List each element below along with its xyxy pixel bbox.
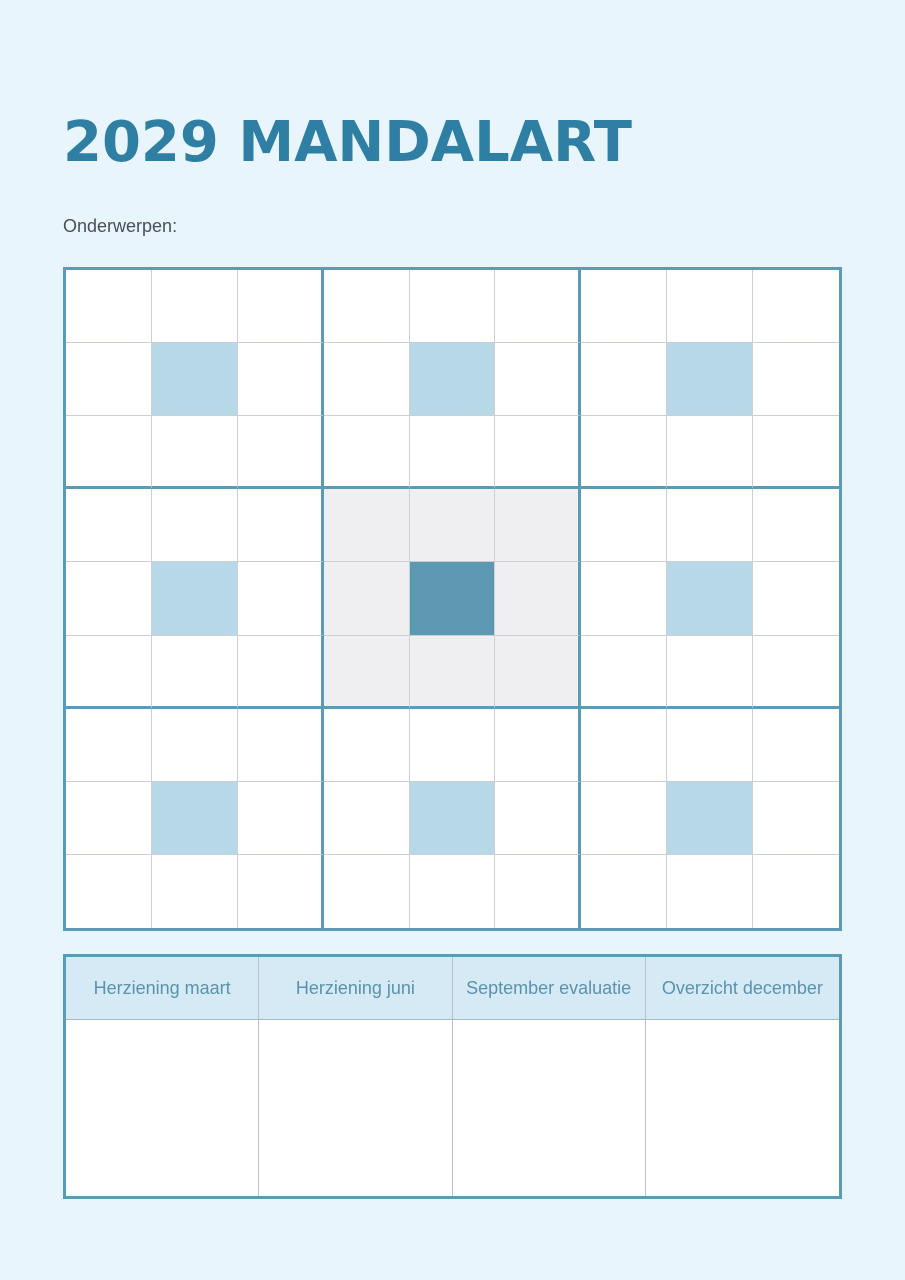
review-table bbox=[63, 954, 842, 1199]
grid-cell[interactable] bbox=[238, 855, 324, 928]
grid-cell[interactable] bbox=[581, 489, 667, 562]
grid-cell[interactable] bbox=[152, 709, 238, 782]
grid-cell[interactable] bbox=[238, 489, 324, 562]
grid-cell[interactable] bbox=[753, 782, 839, 855]
grid-cell[interactable] bbox=[753, 343, 839, 416]
grid-cell[interactable] bbox=[581, 416, 667, 489]
center-block-cell[interactable] bbox=[495, 489, 581, 562]
grid-cell[interactable] bbox=[238, 709, 324, 782]
review-cell-march[interactable] bbox=[66, 1020, 259, 1196]
review-header-september: September evaluatie bbox=[453, 957, 646, 1020]
grid-cell[interactable] bbox=[152, 489, 238, 562]
core-goal-cell[interactable] bbox=[410, 562, 496, 635]
grid-cell[interactable] bbox=[152, 855, 238, 928]
center-block-cell[interactable] bbox=[410, 636, 496, 709]
grid-cell[interactable] bbox=[753, 855, 839, 928]
grid-cell[interactable] bbox=[667, 489, 753, 562]
subjects-label: Onderwerpen: bbox=[63, 216, 178, 236]
grid-cell[interactable] bbox=[410, 709, 496, 782]
review-header-march: Herziening maart bbox=[66, 957, 259, 1020]
center-block-cell[interactable] bbox=[324, 562, 410, 635]
center-block-cell[interactable] bbox=[495, 562, 581, 635]
grid-cell[interactable] bbox=[152, 636, 238, 709]
sub-goal-cell[interactable] bbox=[667, 782, 753, 855]
grid-cell[interactable] bbox=[495, 782, 581, 855]
grid-cell[interactable] bbox=[753, 562, 839, 635]
review-cell-december[interactable] bbox=[646, 1020, 839, 1196]
grid-cell[interactable] bbox=[753, 270, 839, 343]
grid-cell[interactable] bbox=[324, 782, 410, 855]
grid-cell[interactable] bbox=[66, 855, 152, 928]
grid-cell[interactable] bbox=[581, 709, 667, 782]
grid-cell[interactable] bbox=[753, 416, 839, 489]
mandalart-grid bbox=[63, 267, 842, 931]
grid-cell[interactable] bbox=[667, 709, 753, 782]
grid-cell[interactable] bbox=[324, 416, 410, 489]
grid-cell[interactable] bbox=[410, 270, 496, 343]
grid-cell[interactable] bbox=[581, 782, 667, 855]
sub-goal-cell[interactable] bbox=[410, 343, 496, 416]
grid-cell[interactable] bbox=[238, 636, 324, 709]
grid-cell[interactable] bbox=[66, 416, 152, 489]
center-block-cell[interactable] bbox=[324, 489, 410, 562]
grid-cell[interactable] bbox=[66, 636, 152, 709]
grid-cell[interactable] bbox=[410, 416, 496, 489]
grid-cell[interactable] bbox=[495, 343, 581, 416]
grid-cell[interactable] bbox=[324, 855, 410, 928]
grid-cell[interactable] bbox=[324, 709, 410, 782]
grid-cell[interactable] bbox=[667, 636, 753, 709]
grid-cell[interactable] bbox=[581, 343, 667, 416]
sub-goal-cell[interactable] bbox=[667, 562, 753, 635]
grid-cell[interactable] bbox=[753, 636, 839, 709]
grid-cell[interactable] bbox=[152, 270, 238, 343]
grid-cell[interactable] bbox=[410, 855, 496, 928]
review-header-december: Overzicht december bbox=[646, 957, 839, 1020]
center-block-cell[interactable] bbox=[495, 636, 581, 709]
page-title: 2029 MANDALART bbox=[63, 110, 632, 175]
grid-cell[interactable] bbox=[238, 416, 324, 489]
grid-cell[interactable] bbox=[753, 709, 839, 782]
grid-cell[interactable] bbox=[667, 416, 753, 489]
review-cell-september[interactable] bbox=[453, 1020, 646, 1196]
grid-cell[interactable] bbox=[581, 636, 667, 709]
grid-cell[interactable] bbox=[238, 562, 324, 635]
grid-cell[interactable] bbox=[238, 782, 324, 855]
grid-cell[interactable] bbox=[495, 270, 581, 343]
grid-cell[interactable] bbox=[581, 855, 667, 928]
grid-cell[interactable] bbox=[324, 270, 410, 343]
sub-goal-cell[interactable] bbox=[152, 562, 238, 635]
grid-cell[interactable] bbox=[324, 343, 410, 416]
sub-goal-cell[interactable] bbox=[667, 343, 753, 416]
grid-cell[interactable] bbox=[66, 270, 152, 343]
sub-goal-cell[interactable] bbox=[410, 782, 496, 855]
grid-cell[interactable] bbox=[667, 270, 753, 343]
grid-cell[interactable] bbox=[495, 416, 581, 489]
center-block-cell[interactable] bbox=[324, 636, 410, 709]
grid-cell[interactable] bbox=[66, 343, 152, 416]
grid-cell[interactable] bbox=[152, 416, 238, 489]
grid-cell[interactable] bbox=[238, 343, 324, 416]
grid-cell[interactable] bbox=[66, 709, 152, 782]
grid-cell[interactable] bbox=[753, 489, 839, 562]
review-header-june: Herziening juni bbox=[259, 957, 452, 1020]
grid-cell[interactable] bbox=[581, 270, 667, 343]
grid-cell[interactable] bbox=[495, 709, 581, 782]
sub-goal-cell[interactable] bbox=[152, 343, 238, 416]
review-cell-june[interactable] bbox=[259, 1020, 452, 1196]
grid-cell[interactable] bbox=[238, 270, 324, 343]
center-block-cell[interactable] bbox=[410, 489, 496, 562]
sub-goal-cell[interactable] bbox=[152, 782, 238, 855]
grid-cell[interactable] bbox=[66, 782, 152, 855]
grid-cell[interactable] bbox=[581, 562, 667, 635]
grid-cell[interactable] bbox=[495, 855, 581, 928]
grid-cell[interactable] bbox=[66, 562, 152, 635]
grid-cell[interactable] bbox=[66, 489, 152, 562]
grid-cell[interactable] bbox=[667, 855, 753, 928]
